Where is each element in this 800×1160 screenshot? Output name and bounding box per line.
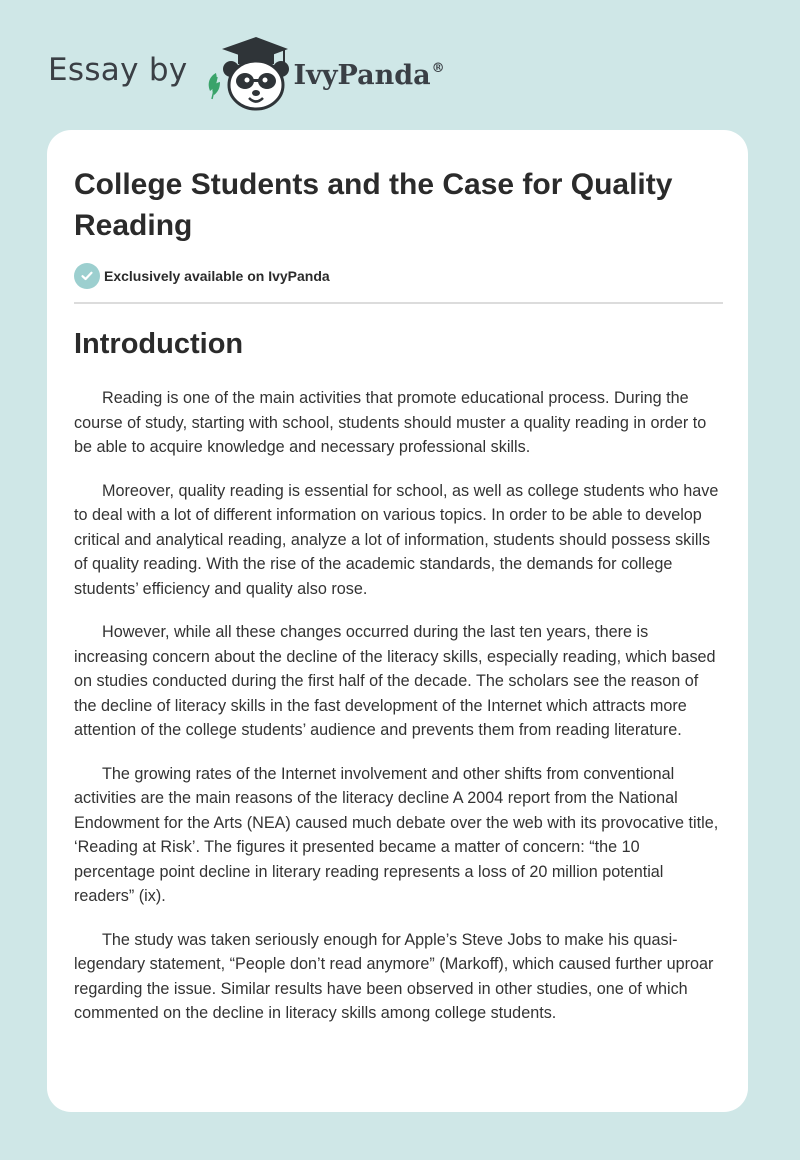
check-circle-icon <box>74 263 100 289</box>
essay-card <box>47 130 748 1112</box>
paragraph: The study was taken seriously enough for Apple’s Steve Jobs to make his quasi-legendary statement, “People don’t read anymore” (Markoff), which caused further uproar regarding the issue. Similar results have been observed in other studies, one of which commented on the decline in literacy skills among college students. <box>74 930 714 1022</box>
trademark-symbol: ® <box>431 60 445 76</box>
paragraph: Moreover, quality reading is essential for school, as well as college students who have to deal with a lot of different information on various topics. In order to be able to develop critical and analytical reading, analyze a lot of information, students should possess skills of quality reading. With the rise of the academic standards, the demands for college students’ efficiency and quality also rose. <box>74 481 719 598</box>
panda-graduate-icon <box>204 35 290 113</box>
essay-title: College Students and the Case for Quality Reading <box>74 168 673 242</box>
paragraph: Reading is one of the main activities that promote educational process. During the course of study, starting with school, students should muster a quality reading in order to be able to acquire knowledge and necessary professional skills. <box>74 389 707 456</box>
paragraph: However, while all these changes occurred during the last ten years, there is increasing concern about the decline of the literacy skills, especially reading, which based on studies conducted during the first half of the decade. The scholars see the reason of the decline of literacy skills in the fast development of the Internet which attracts more attention of the college students’ audience and prevents them from reading literature. <box>74 623 716 739</box>
section-heading: Introduction <box>74 328 244 360</box>
brand-prefix: Essay by <box>48 52 188 88</box>
exclusive-badge <box>74 263 330 289</box>
title-divider <box>74 302 723 304</box>
brand-name-text: IvyPanda <box>293 59 431 91</box>
paragraph: The growing rates of the Internet involvement and other shifts from conventional activities are the main reasons of the literacy decline A 2004 report from the National Endowment for the Arts (NEA) caused much debate over the web with its provocative title, ‘Reading at Risk’. The figures it presented became a matter of concern: “the 10 percentage point decline in literary reading represents a loss of 20 million potential readers” (ix). <box>74 764 719 905</box>
site-header-logo[interactable] <box>48 34 445 114</box>
exclusive-badge-text: Exclusively available on IvyPanda <box>104 268 330 284</box>
brand-name <box>294 60 445 91</box>
essay-body <box>74 386 724 1045</box>
